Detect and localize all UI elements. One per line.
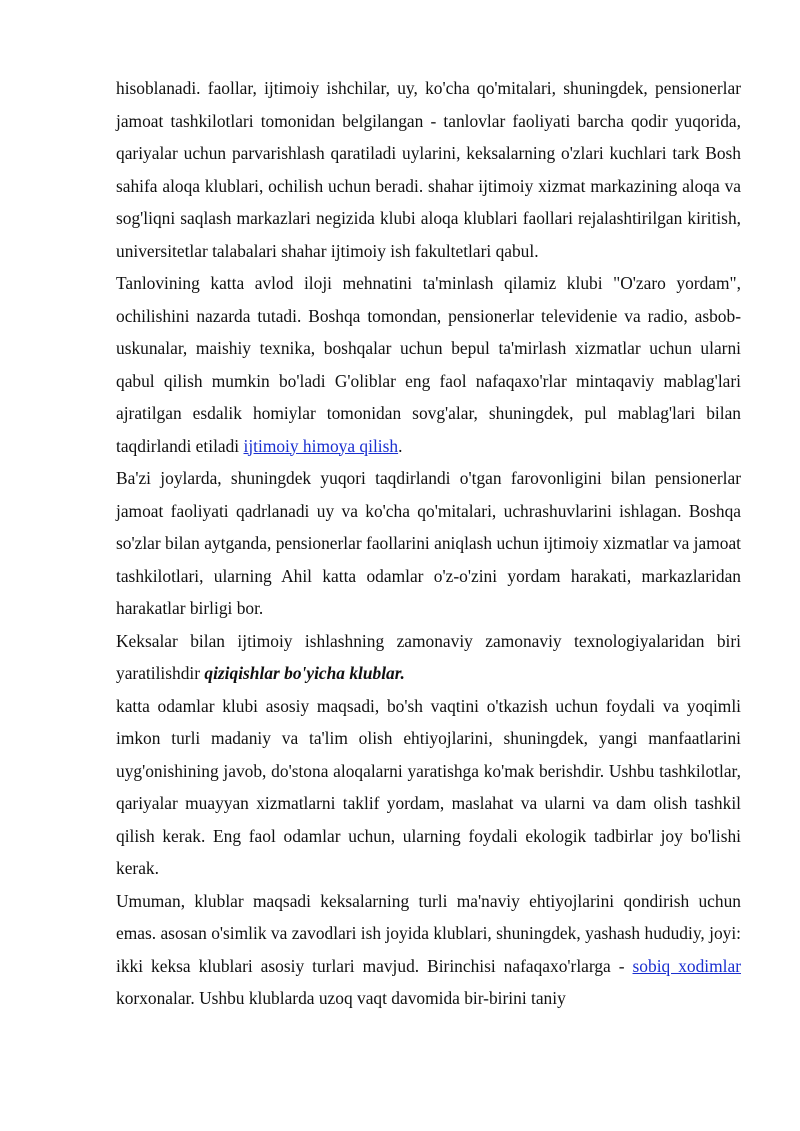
paragraph-4-text: Keksalar bilan ijtimoiy ishlashning zamonaviy zamonaviy texnologiyalaridan biri yaratilishdir bbox=[116, 630, 741, 683]
paragraph-6-text: Umuman, klublar maqsadi keksalarning turli ma'naviy ehtiyojlarini qondirish uchun emas. asosan o'simlik va zavodlari ish joyida klublari, shuningdek, yashash hududiy, joyi: ikki keksa klublari asosiy turlari mavjud. Birinchisi nafaqaxo'rlarga - bbox=[116, 890, 741, 976]
paragraph-1 bbox=[116, 72, 741, 267]
paragraph-5 bbox=[116, 690, 741, 885]
paragraph-6 bbox=[116, 885, 741, 1015]
paragraph-4 bbox=[116, 625, 741, 690]
paragraph-3-text: Ba'zi joylarda, shuningdek yuqori taqdirlandi o'tgan farovonligini bilan pensionerlar jamoat faoliyati qadrlanadi uy va ko'cha qo'mitalari, uchrashuvlarini ishlagan. Boshqa so'zlar bilan aytganda, pensionerlar faollarini aniqlash uchun ijtimoiy xizmatlar va jamoat tashkilotlari, ularning Ahil katta odamlar o'z-o'zini yordam harakati, markazlaridan harakatlar birligi bor. bbox=[116, 468, 741, 618]
paragraph-5-text: katta odamlar klubi asosiy maqsadi, bo'sh vaqtini o'tkazish uchun foydali va yoqimli imkon turli madaniy va ta'lim olish ehtiyojlarini, shuningdek, yangi manfaatlarini uyg'onishining javob, do'stona aloqalarni yaratishga ko'mak berishdir. Ushbu tashkilotlar, qariyalar muayyan xizmatlarni taklif yordam, maslahat va ularni va dam olish tashkil qilish kerak. Eng faol odamlar uchun, ularning foydali ekologik tadbirlar joy bo'lishi kerak. bbox=[116, 695, 741, 878]
paragraph-2-end: . bbox=[398, 435, 403, 456]
paragraph-1-text: hisoblanadi. faollar, ijtimoiy ishchilar, uy, ko'cha qo'mitalari, shuningdek, pensionerlar jamoat tashkilotlari tomonidan belgilangan - tanlovlar faoliyati barcha qodir yuqorida, qariyalar uchun parvarishlash qaratiladi uylarini, keksalarning o'zlari kuchlari tark Bosh sahifa aloqa klublari, ochilish uchun beradi. shahar ijtimoiy xizmat markazining aloqa va sog'liqni saqlash markazlari negizida klubi aloqa klublari faollari rejalashtirilgan kiritish, universitetlar talabalari shahar ijtimoiy ish fakultetlari qabul. bbox=[116, 78, 741, 261]
former-employees-link[interactable]: sobiq xodimlar bbox=[632, 955, 741, 976]
paragraph-3 bbox=[116, 462, 741, 625]
paragraph-2-text: Tanlovining katta avlod iloji mehnatini ta'minlash qilamiz klubi "O'zaro yordam", ochilishini nazarda tutadi. Boshqa tomondan, pensionerlar televidenie va radio, asbob-uskunalar, maishiy texnika, boshqalar uchun bepul ta'mirlash xizmatlar uchun ularni qabul qilish mumkin bo'ladi G'oliblar eng faol nafaqaxo'rlar mintaqaviy mablag'lari ajratilgan esdalik homiylar tomonidan sovg'alar, shuningdek, pul mablag'lari bilan taqdirlandi etiladi bbox=[116, 273, 741, 456]
interest-clubs-emphasis: qiziqishlar bo'yicha klublar. bbox=[204, 663, 405, 683]
paragraph-2 bbox=[116, 267, 741, 462]
paragraph-6-end: korxonalar. Ushbu klublarda uzoq vaqt davomida bir-birini taniy bbox=[116, 988, 566, 1008]
social-protection-link[interactable]: ijtimoiy himoya qilish bbox=[243, 435, 399, 456]
document-page bbox=[116, 72, 741, 1015]
